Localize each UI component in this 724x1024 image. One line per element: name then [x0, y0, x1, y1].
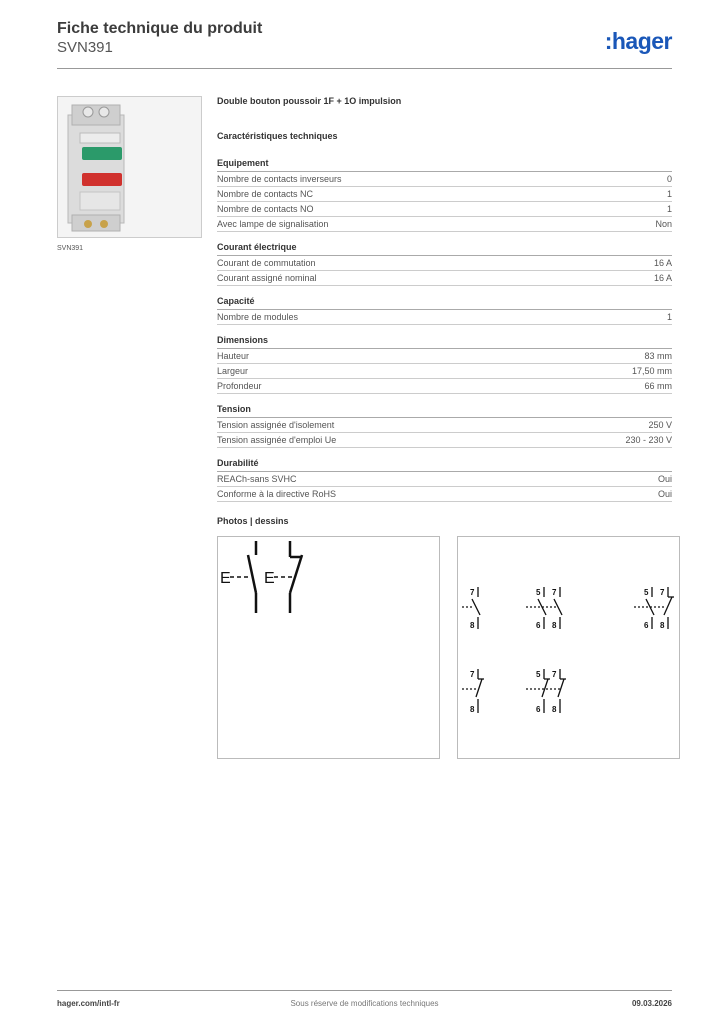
- spec-label: REACh-sans SVHC: [217, 474, 297, 484]
- wiring-diagram: [457, 536, 680, 759]
- spec-label: Nombre de contacts inverseurs: [217, 174, 342, 184]
- terminal-label: 7: [660, 588, 665, 597]
- spec-label: Courant de commutation: [217, 258, 316, 268]
- spec-row: [217, 364, 672, 379]
- spec-row: [217, 379, 672, 394]
- spec-group: [217, 295, 672, 325]
- hager-logo: :hager: [604, 28, 672, 54]
- spec-value: 83 mm: [644, 351, 672, 361]
- terminal-label: 7: [470, 670, 475, 679]
- spec-group-title: Dimensions: [217, 334, 672, 349]
- spec-group-title: Capacité: [217, 295, 672, 310]
- spec-label: Nombre de contacts NO: [217, 204, 314, 214]
- spec-row: [217, 433, 672, 448]
- spec-value: 66 mm: [644, 381, 672, 391]
- terminal-label: 5: [644, 588, 649, 597]
- spec-row: [217, 187, 672, 202]
- terminal-label: 8: [552, 621, 557, 630]
- spec-value: 17,50 mm: [631, 366, 672, 376]
- spec-value: Non: [655, 219, 672, 229]
- page-header: [57, 20, 672, 56]
- spec-row: [217, 472, 672, 487]
- terminal-label: 8: [552, 705, 557, 714]
- spec-group: [217, 241, 672, 286]
- spec-row: [217, 349, 672, 364]
- terminal-label: 8: [660, 621, 665, 630]
- image-caption: SVN391: [57, 245, 84, 252]
- terminal-label: 8: [470, 705, 475, 714]
- footer-website: hager.com/intl-fr: [57, 999, 120, 1008]
- photos-title: Photos | dessins: [217, 516, 289, 526]
- spec-label: Nombre de modules: [217, 312, 299, 322]
- spec-value: Oui: [657, 489, 672, 499]
- main-content: [217, 96, 672, 511]
- contact-symbol-icon: [218, 537, 439, 758]
- spec-label: Avec lampe de signalisation: [217, 219, 329, 229]
- footer-divider: [57, 990, 672, 991]
- spec-row: [217, 271, 672, 286]
- terminal-label: 5: [536, 588, 541, 597]
- specs-title: Caractéristiques techniques: [217, 131, 338, 141]
- spec-value: 1: [666, 312, 672, 322]
- terminal-label: 7: [552, 588, 557, 597]
- spec-group-title: Tension: [217, 403, 672, 418]
- page-title: Fiche technique du produit: [57, 20, 263, 37]
- spec-group-title: Courant électrique: [217, 241, 672, 256]
- wiring-symbols-icon: [458, 537, 679, 758]
- spec-group: [217, 457, 672, 502]
- spec-group: [217, 334, 672, 394]
- schematic-drawing: [217, 536, 440, 759]
- spec-label: Tension assignée d'isolement: [217, 420, 335, 430]
- spec-label: Tension assignée d'emploi Ue: [217, 435, 337, 445]
- terminal-label: 5: [536, 670, 541, 679]
- terminal-label: 6: [536, 705, 541, 714]
- logo-text: hager: [611, 28, 672, 54]
- terminal-label: 6: [536, 621, 541, 630]
- terminal-label: 7: [470, 588, 475, 597]
- product-description: Double bouton poussoir 1F + 1O impulsion: [217, 96, 402, 106]
- spec-label: Profondeur: [217, 381, 262, 391]
- spec-row: [217, 487, 672, 502]
- spec-value: 230 - 230 V: [625, 435, 672, 445]
- spec-value: Oui: [657, 474, 672, 484]
- spec-group: [217, 403, 672, 448]
- header-divider: [57, 68, 672, 69]
- spec-value: 16 A: [653, 258, 672, 268]
- spec-row: [217, 310, 672, 325]
- spec-label: Hauteur: [217, 351, 250, 361]
- spec-label: Largeur: [217, 366, 249, 376]
- spec-value: 250 V: [648, 420, 672, 430]
- spec-row: [217, 202, 672, 217]
- spec-row: [217, 217, 672, 232]
- terminal-label: 7: [552, 670, 557, 679]
- spec-value: 1: [666, 204, 672, 214]
- spec-value: 1: [666, 189, 672, 199]
- spec-label: Courant assigné nominal: [217, 273, 317, 283]
- push-button-device-icon: [58, 97, 201, 237]
- terminal-label: 6: [644, 621, 649, 630]
- spec-row: [217, 256, 672, 271]
- product-image: [57, 96, 202, 238]
- footer-date: 09.03.2026: [631, 999, 672, 1008]
- product-code: SVN391: [57, 39, 113, 56]
- terminal-label: 8: [470, 621, 475, 630]
- spec-label: Nombre de contacts NC: [217, 189, 314, 199]
- e-label: E: [264, 570, 275, 587]
- spec-group-title: Equipement: [217, 157, 672, 172]
- spec-row: [217, 172, 672, 187]
- e-label: E: [220, 570, 231, 587]
- spec-row: [217, 418, 672, 433]
- footer-disclaimer: Sous réserve de modifications techniques: [290, 999, 439, 1008]
- spec-label: Conforme à la directive RoHS: [217, 489, 337, 499]
- spec-group: [217, 157, 672, 232]
- spec-value: 0: [666, 174, 672, 184]
- spec-value: 16 A: [653, 273, 672, 283]
- spec-group-title: Durabilité: [217, 457, 672, 472]
